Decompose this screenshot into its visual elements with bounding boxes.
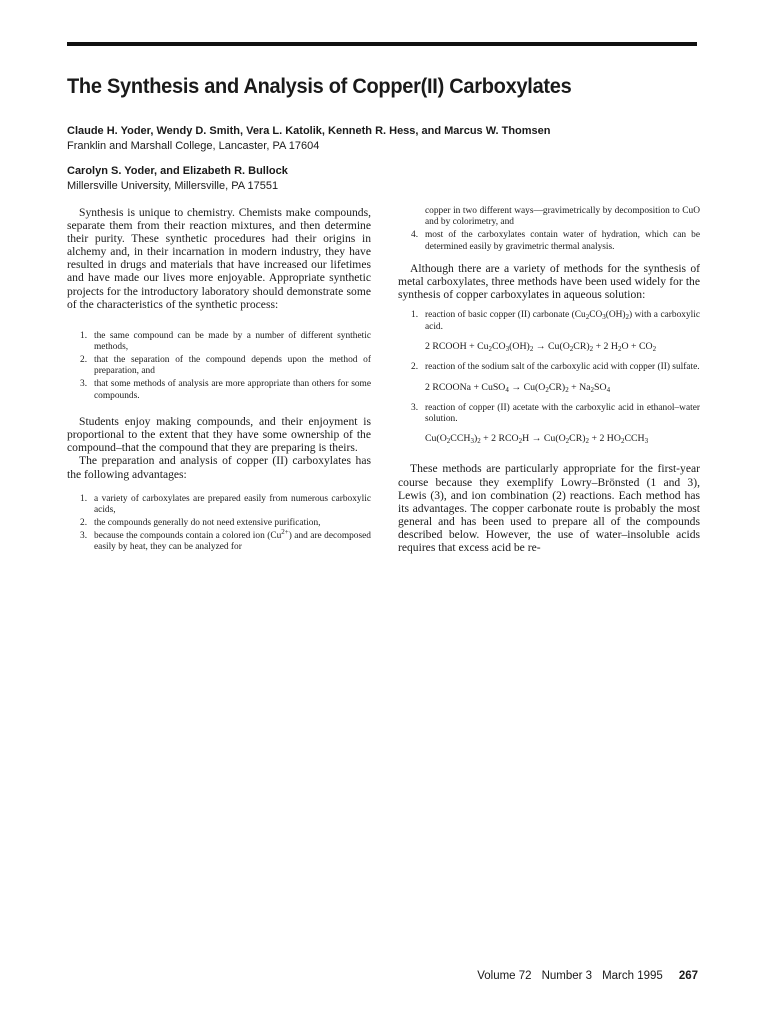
method-1: 1. reaction of basic copper (II) carbonate $(Cu_2CO_3(OH)_2)$ with a carboxylic acid. xyxy=(411,310,701,332)
left-column xyxy=(67,206,371,555)
top-rule xyxy=(67,42,697,46)
date-label: March 1995 xyxy=(602,970,663,982)
advantages-list-continued xyxy=(398,206,700,253)
list-item: 2. the compounds generally do not need extensive purification, xyxy=(80,517,321,528)
method-3: 3. reaction of copper (II) acetate with the carboxylic acid in ethanol–water solution. xyxy=(411,402,700,425)
equation-2: 2 RCOONa + CuSO$_4$ → $Cu(O_2CR)_2 + Na_2SO_4$ xyxy=(425,381,611,394)
intro-paragraph: Synthesis is unique to chemistry. Chemists make compounds, separate them from their reaction mixtures, and then determine their purity. These synthetic procedures had their origins in alchemy and, in their incarnation in modern industry, they have resulted in drugs and materials that have increased our lifetimes and have made our lives more enjoyable. Appropriate synthetic projects for the introductory laboratory should demonstrate some of the characteristics of the synthetic process: xyxy=(67,206,371,311)
list-item: 3. that some methods of analysis are more appropriate than others for some compounds. xyxy=(80,379,371,401)
synthetic-characteristics-list xyxy=(67,331,371,402)
page-footer xyxy=(477,970,698,982)
affiliation-2: Millersville University, Millersville, PA 17551 xyxy=(67,180,279,192)
equation-3: $Cu(O_2CCH_3)_2 + 2$ $RCO_2H \to Cu(O_2CR)_2 + 2$ $HO_2CCH_3$ xyxy=(425,433,649,446)
issue-label: Number 3 xyxy=(541,970,593,982)
methods-list xyxy=(398,362,700,373)
methods-paragraph: Although there are a variety of methods for the synthesis of metal carboxylates, three methods have been used widely for the synthesis of copper carboxylates in aqueous solution: xyxy=(398,262,700,302)
right-column xyxy=(398,206,700,554)
method-2: 2. reaction of the sodium salt of the carboxylic acid with copper (II) sulfate. xyxy=(411,362,700,373)
list-item: 2. that the separation of the compound depends upon the method of preparation, and xyxy=(80,355,371,377)
affiliation-1: Franklin and Marshall College, Lancaster, PA 17604 xyxy=(67,140,320,152)
list-item: 1. a variety of carboxylates are prepared easily from numerous carboxylic acids, xyxy=(80,493,371,516)
advantages-paragraph: The preparation and analysis of copper (II) carboxylates has the following advantages: xyxy=(67,454,371,481)
list-item: 4. most of the carboxylates contain water of hydration, which can be determined easily by gravimetric thermal analysis. xyxy=(411,230,700,252)
list-item: 1. the same compound can be made by a number of different synthetic methods, xyxy=(80,330,371,353)
list-item: copper in two different ways—gravimetrically by decomposition to CuO and by colorimetry, and xyxy=(425,206,700,228)
article-title: The Synthesis and Analysis of Copper(II) Carboxylates xyxy=(67,74,572,98)
page-number: 267 xyxy=(678,970,698,982)
methods-list xyxy=(398,403,700,426)
list-item: 3. because the compounds contain a colored ion $(Cu^{2+})$ and are decomposed easily by heat, they can be analyzed for xyxy=(80,527,371,553)
enjoyment-paragraph: Students enjoy making compounds, and their enjoyment is proportional to the extent that they have some ownership of the compound–that the compound that they are preparing is theirs. xyxy=(67,415,371,455)
methods-list xyxy=(398,310,700,333)
volume-label: Volume 72 xyxy=(477,970,532,982)
equation-1: 2 RCOOH + $Cu_2CO_3(OH)_2 \to Cu(O_2CR)_2 + 2$ $H_2O + CO_2$ xyxy=(425,341,657,354)
advantages-list xyxy=(67,494,371,554)
author-list-1: Claude H. Yoder, Wendy D. Smith, Vera L. Katolik, Kenneth R. Hess, and Marcus W. Thomsen xyxy=(67,125,551,137)
author-list-2: Carolyn S. Yoder, and Elizabeth R. Bullock xyxy=(67,165,288,177)
methods-discussion-paragraph: These methods are particularly appropriate for the first-year course because they exemplify Lowry–Brönsted (1 and 3), Lewis (3), and ion combination (2) reactions. Each method has its advantages. The copper carbonate route is probably the most general and has been used to prepare all of the compounds described below. However, the use of water–insoluble acids requires that excess acid be re- xyxy=(398,462,700,554)
